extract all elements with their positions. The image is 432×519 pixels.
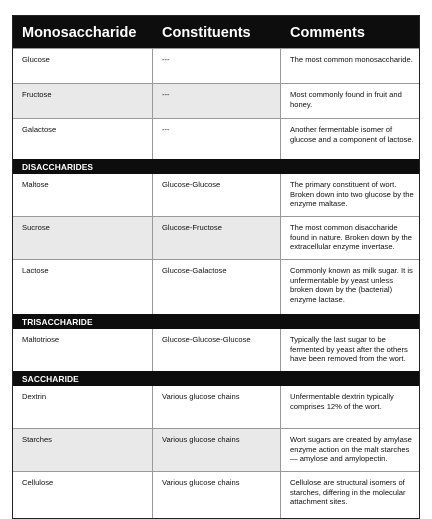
table-row [13, 329, 419, 371]
section-trisaccharide: TRISACCHARIDE [13, 314, 419, 329]
sugar-comments: Typically the last sugar to be fermented by yeast after the others have been removed from the wort. [290, 335, 408, 364]
sugar-name: Dextrin [13, 386, 153, 428]
sugar-constituents: Glucose-Glucose [153, 174, 281, 216]
sugar-name: Sucrose [13, 217, 153, 259]
sugar-name: Maltotriose [13, 329, 153, 371]
header-comments: Comments [290, 25, 365, 41]
sugar-constituents: Glucose-Glucose-Glucose [153, 329, 281, 371]
sugar-comments: Commonly known as milk sugar. It is unfermentable by yeast unless broken down by the (bacterial) enzyme lactase. [290, 266, 413, 304]
sugar-constituents: --- [153, 119, 281, 159]
sugar-comments: Unfermentable dextrin typically comprises 12% of the wort. [290, 392, 394, 411]
sugar-name: Lactose [13, 260, 153, 314]
sugar-comments: Wort sugars are created by amylase enzyme action on the malt starches — amylose and amylopectin. [281, 429, 419, 471]
sugar-constituents: --- [153, 49, 281, 83]
sugar-name: Starches [13, 429, 153, 471]
sugar-constituents: Various glucose chains [153, 472, 281, 518]
table-row [13, 83, 419, 118]
table-row [13, 48, 419, 83]
table-row [13, 386, 419, 428]
table-row [13, 259, 419, 314]
saccharide-table [12, 15, 420, 519]
sugar-comments: The most common monosaccharide. [290, 55, 413, 64]
sugar-constituents: Glucose-Galactose [153, 260, 281, 314]
header-constituents: Constituents [162, 25, 251, 41]
table-row [13, 118, 419, 159]
header-monosaccharide: Monosaccharide [22, 25, 137, 41]
sugar-name: Cellulose [13, 472, 153, 518]
sugar-name: Glucose [13, 49, 153, 83]
sugar-comments: The primary constituent of wort. Broken down into two glucose by the enzyme maltase. [290, 180, 414, 209]
table-row [13, 428, 419, 471]
sugar-comments: Another fermentable isomer of glucose and a component of lactose. [290, 125, 414, 144]
sugar-comments: Most commonly found in fruit and honey. [281, 84, 419, 118]
sugar-constituents: --- [153, 84, 281, 118]
table-header [13, 16, 419, 48]
sugar-name: Galactose [13, 119, 153, 159]
sugar-constituents: Glucose-Fructose [153, 217, 281, 259]
table-row [13, 174, 419, 216]
section-disaccharides: DISACCHARIDES [13, 159, 419, 174]
sugar-comments: Cellulose are structural isomers of starches, differing in the molecular attachment sites. [290, 478, 406, 507]
table-row [13, 216, 419, 259]
sugar-constituents: Various glucose chains [153, 386, 281, 428]
sugar-constituents: Various glucose chains [153, 429, 281, 471]
sugar-comments: The most common disaccharide found in nature. Broken down by the extracellular enzyme invertase. [281, 217, 419, 259]
sugar-name: Fructose [13, 84, 153, 118]
section-saccharide: SACCHARIDE [13, 371, 419, 386]
sugar-name: Maltose [13, 174, 153, 216]
